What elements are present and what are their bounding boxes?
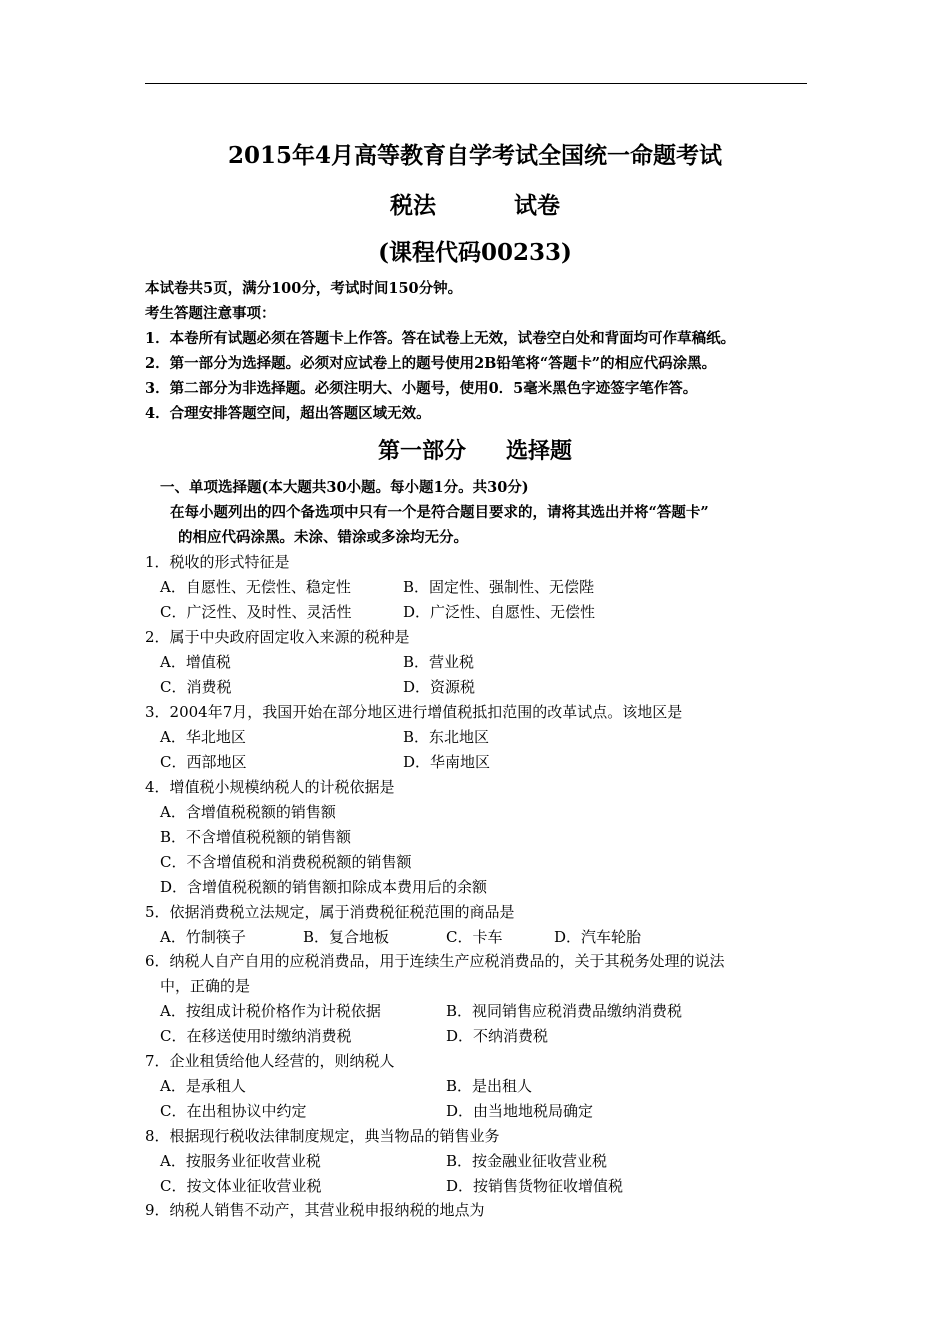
exam-title: 2015年4月高等教育自学考试全国统一命题考试	[227, 142, 723, 169]
option: B．固定性、强制性、无偿陛	[403, 578, 595, 596]
notes-heading: 考生答题注意事项：	[145, 305, 276, 322]
option: C．在出租协议中约定	[160, 1102, 307, 1120]
option: A．增值税	[160, 653, 231, 671]
option: D．含增值税税额的销售额扣除成本费用后的余额	[160, 878, 488, 896]
section-title: 一、单项选择题(本大题共30小题。每小题1分。共30分)	[160, 479, 529, 496]
question-stem: 6．纳税人自产自用的应税消费品，用于连续生产应税消费品的，关于其税务处理的说法	[145, 952, 725, 970]
option: C．消费税	[160, 678, 232, 696]
paper-summary: 本试卷共5页，满分100分，考试时间150分钟。	[145, 280, 463, 297]
option: A．是承租人	[160, 1077, 246, 1095]
option: A．含增值税税额的销售额	[160, 803, 336, 821]
part-name: 选择题	[506, 438, 573, 464]
note-item: 4．合理安排答题空间，超出答题区域无效。	[145, 405, 431, 422]
section-instructions-1: 在每小题列出的四个备选项中只有一个是符合题目要求的，请将其选出并将“答题卡”	[170, 504, 709, 521]
option: D．广泛性、自愿性、无偿性	[403, 603, 596, 621]
option: D．按销售货物征收增值税	[446, 1177, 624, 1195]
subject-name: 税法	[390, 192, 436, 219]
question-stem: 3．2004年7月，我国开始在部分地区进行增值税抵扣范围的改革试点。该地区是	[145, 703, 683, 721]
option: D．华南地区	[403, 753, 491, 771]
note-item: 3．第二部分为非选择题。必须注明大、小题号，使用0．5毫米黑色字迹签字笔作答。	[145, 380, 698, 397]
question-stem: 2．属于中央政府固定收入来源的税种是	[145, 628, 410, 646]
option: C．卡车	[446, 928, 503, 946]
option: A．按组成计税价格作为计税依据	[160, 1002, 381, 1020]
option: B．不含增值税税额的销售额	[160, 828, 352, 846]
note-item: 1．本卷所有试题必须在答题卡上作答。答在试卷上无效，试卷空白处和背面均可作草稿纸。	[145, 330, 736, 347]
option: C．按文体业征收营业税	[160, 1177, 322, 1195]
subject-line	[0, 187, 950, 220]
option: B．营业税	[403, 653, 475, 671]
option: D．不纳消费税	[446, 1027, 549, 1045]
question-stem: 8．根据现行税收法律制度规定，典当物品的销售业务	[145, 1127, 500, 1145]
option: D．由当地地税局确定	[446, 1102, 594, 1120]
question-stem: 4．增值税小规模纳税人的计税依据是	[145, 778, 395, 796]
part-label: 第一部分	[377, 438, 466, 464]
option: C．不含增值税和消费税税额的销售额	[160, 853, 412, 871]
option: B．是出租人	[446, 1077, 533, 1095]
question-stem: 5．依据消费税立法规定，属于消费税征税范围的商品是	[145, 903, 515, 921]
question-stem: 9．纳税人销售不动产，其营业税申报纳税的地点为	[145, 1201, 485, 1219]
option: C．西部地区	[160, 753, 247, 771]
question-stem: 1．税收的形式特征是	[145, 553, 290, 571]
option: B．按金融业征收营业税	[446, 1152, 608, 1170]
option: B．东北地区	[403, 728, 490, 746]
option: A．华北地区	[160, 728, 246, 746]
option: B．视同销售应税消费品缴纳消费税	[446, 1002, 683, 1020]
part-heading	[0, 434, 950, 465]
question-stem-continued: 中，正确的是	[160, 977, 251, 995]
question-stem: 7．企业租赁给他人经营的，则纳税人	[145, 1052, 395, 1070]
paper-word: 试卷	[514, 192, 560, 219]
option: D．汽车轮胎	[554, 928, 642, 946]
option: B．复合地板	[303, 928, 390, 946]
course-code: (课程代码00233)	[378, 239, 572, 266]
note-item: 2．第一部分为选择题。必须对应试卷上的题号使用2B铅笔将“答题卡”的相应代码涂黑。	[145, 355, 717, 372]
option: A．竹制筷子	[160, 928, 246, 946]
header-rule	[145, 83, 807, 84]
option: C．在移送使用时缴纳消费税	[160, 1027, 352, 1045]
section-instructions-2: 的相应代码涂黑。未涂、错涂或多涂均无分。	[178, 529, 468, 546]
option: D．资源税	[403, 678, 476, 696]
option: A．按服务业征收营业税	[160, 1152, 321, 1170]
option: C．广泛性、及时性、灵活性	[160, 603, 352, 621]
option: A．自愿性、无偿性、稳定性	[160, 578, 351, 596]
